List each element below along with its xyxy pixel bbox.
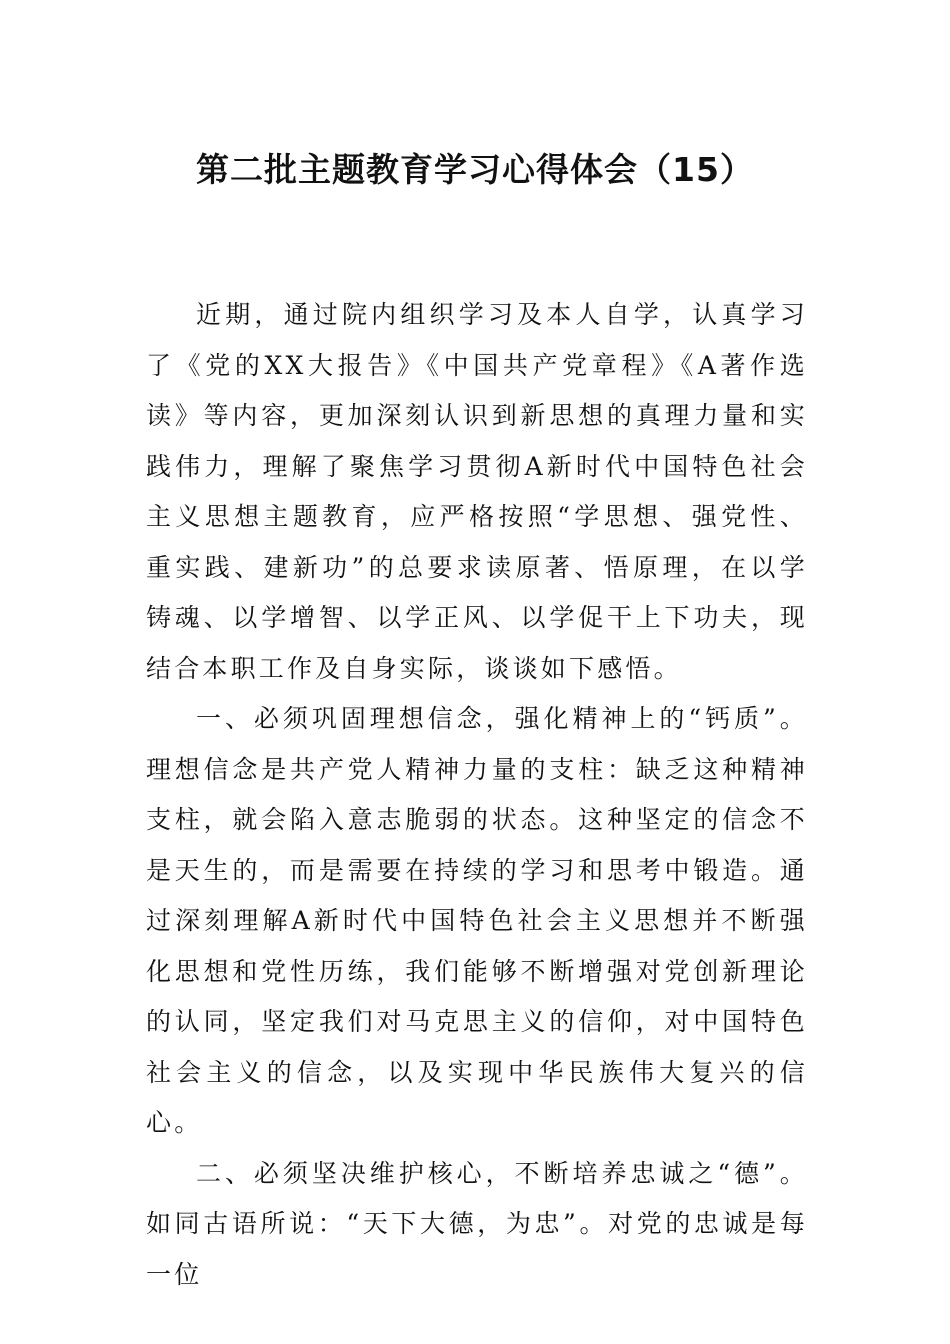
paragraph-point-two: 二、必须坚决维护核心，不断培养忠诚之“德”。如同古语所说：“天下大德，为忠”。对党的忠诚是每一位 — [146, 1158, 808, 1289]
document-body — [146, 290, 808, 1300]
paragraph-intro: 近期，通过院内组织学习及本人自学，认真学习了《党的XX大报告》《中国共产党章程》《A著作选读》等内容，更加深刻认识到新思想的真理力量和实践伟力，理解了聚焦学习贯彻A新时代中国特色社会主义思想主题教育，应严格按照“学思想、强党性、重实践、建新功”的总要求读原著、悟原理，在以学铸魂、以学增智、以学正风、以学促干上下功夫，现结合本职工作及自身实际，谈谈如下感悟。 — [146, 300, 808, 683]
paragraph-point-one: 一、必须巩固理想信念，强化精神上的“钙质”。理想信念是共产党人精神力量的支柱：缺乏这种精神支柱，就会陷入意志脆弱的状态。这种坚定的信念不是天生的，而是需要在持续的学习和思考中锻造。通过深刻理解A新时代中国特色社会主义思想并不断强化思想和党性历练，我们能够不断增强对党创新理论的认同，坚定我们对马克思主义的信仰，对中国特色社会主义的信念，以及实现中华民族伟大复兴的信心。 — [146, 704, 808, 1137]
document-title: 第二批主题教育学习心得体会（15） — [196, 150, 754, 189]
